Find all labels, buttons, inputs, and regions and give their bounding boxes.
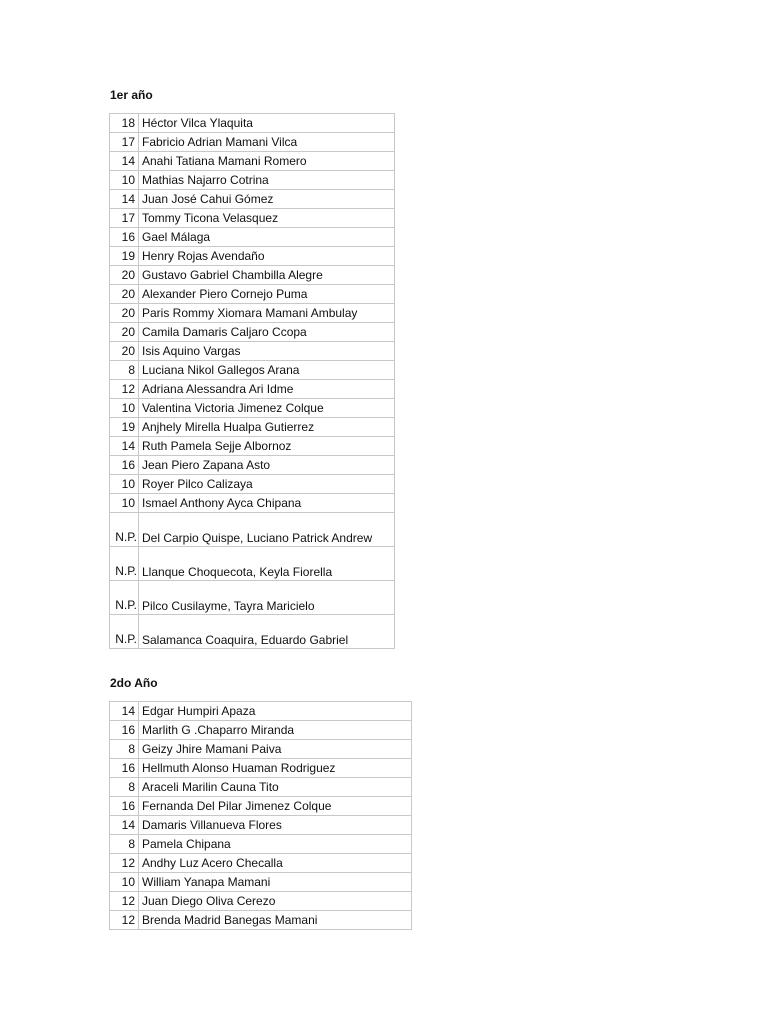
student-name-cell: Hellmuth Alonso Huaman Rodriguez <box>139 759 412 778</box>
student-name-cell: Fabricio Adrian Mamani Vilca <box>139 133 395 152</box>
student-name-cell: Marlith G .Chaparro Miranda <box>139 721 412 740</box>
grade-cell: 20 <box>110 342 139 361</box>
table-row <box>110 475 395 494</box>
student-name-cell: Juan Diego Oliva Cerezo <box>139 892 412 911</box>
student-name-cell: Jean Piero Zapana Asto <box>139 456 395 475</box>
table-row <box>110 399 395 418</box>
grade-cell: N.P. <box>110 581 139 615</box>
grade-cell: 16 <box>110 456 139 475</box>
student-name-cell: Llanque Choquecota, Keyla Fiorella <box>139 547 395 581</box>
grade-cell: 16 <box>110 721 139 740</box>
table-row <box>110 171 395 190</box>
grade-cell: 12 <box>110 380 139 399</box>
grade-cell: 20 <box>110 323 139 342</box>
student-name-cell: Ismael Anthony Ayca Chipana <box>139 494 395 513</box>
table-row <box>110 778 412 797</box>
table-row <box>110 854 412 873</box>
grade-cell: 10 <box>110 171 139 190</box>
student-name-cell: Anahi Tatiana Mamani Romero <box>139 152 395 171</box>
grade-cell: 19 <box>110 418 139 437</box>
grade-cell: 14 <box>110 816 139 835</box>
grade-cell: 8 <box>110 740 139 759</box>
grades-table-1er-ano <box>109 113 395 649</box>
table-row <box>110 835 412 854</box>
student-name-cell: Royer Pilco Calizaya <box>139 475 395 494</box>
table-row <box>110 911 412 930</box>
table-row <box>110 228 395 247</box>
student-name-cell: Araceli Marilin Cauna Tito <box>139 778 412 797</box>
table-row <box>110 152 395 171</box>
student-name-cell: Anjhely Mirella Hualpa Gutierrez <box>139 418 395 437</box>
grades-table-body <box>110 114 395 649</box>
grades-table-2do-ano <box>109 701 412 930</box>
grade-cell: 17 <box>110 209 139 228</box>
student-name-cell: Camila Damaris Caljaro Ccopa <box>139 323 395 342</box>
table-row <box>110 816 412 835</box>
student-name-cell: Salamanca Coaquira, Eduardo Gabriel <box>139 615 395 649</box>
student-name-cell: Edgar Humpiri Apaza <box>139 702 412 721</box>
grade-cell: 20 <box>110 304 139 323</box>
grade-cell: 17 <box>110 133 139 152</box>
table-row <box>110 247 395 266</box>
student-name-cell: Del Carpio Quispe, Luciano Patrick Andrew <box>139 513 395 547</box>
student-name-cell: Tommy Ticona Velasquez <box>139 209 395 228</box>
table-row <box>110 456 395 475</box>
grade-cell: 12 <box>110 892 139 911</box>
student-name-cell: William Yanapa Mamani <box>139 873 412 892</box>
table-row <box>110 361 395 380</box>
grade-cell: 8 <box>110 835 139 854</box>
table-row <box>110 721 412 740</box>
table-row <box>110 437 395 456</box>
student-name-cell: Valentina Victoria Jimenez Colque <box>139 399 395 418</box>
grade-cell: 12 <box>110 911 139 930</box>
grade-cell: 20 <box>110 285 139 304</box>
grade-cell: 10 <box>110 399 139 418</box>
grade-cell: 10 <box>110 873 139 892</box>
student-name-cell: Héctor Vilca Ylaquita <box>139 114 395 133</box>
grade-cell: 12 <box>110 854 139 873</box>
grade-cell: 14 <box>110 190 139 209</box>
grade-cell: 8 <box>110 778 139 797</box>
table-row <box>110 494 395 513</box>
section-title-2do-ano: 2do Año <box>110 676 158 690</box>
student-name-cell: Gustavo Gabriel Chambilla Alegre <box>139 266 395 285</box>
student-name-cell: Ruth Pamela Sejje Albornoz <box>139 437 395 456</box>
table-row <box>110 304 395 323</box>
table-row <box>110 380 395 399</box>
table-row <box>110 740 412 759</box>
table-row <box>110 266 395 285</box>
student-name-cell: Gael Málaga <box>139 228 395 247</box>
grade-cell: 16 <box>110 228 139 247</box>
grade-cell: N.P. <box>110 547 139 581</box>
table-row <box>110 285 395 304</box>
grade-cell: 18 <box>110 114 139 133</box>
table-row <box>110 418 395 437</box>
student-name-cell: Andhy Luz Acero Checalla <box>139 854 412 873</box>
student-name-cell: Brenda Madrid Banegas Mamani <box>139 911 412 930</box>
student-name-cell: Mathias Najarro Cotrina <box>139 171 395 190</box>
table-row <box>110 702 412 721</box>
grade-cell: N.P. <box>110 615 139 649</box>
student-name-cell: Adriana Alessandra Ari Idme <box>139 380 395 399</box>
student-name-cell: Pilco Cusilayme, Tayra Maricielo <box>139 581 395 615</box>
student-name-cell: Paris Rommy Xiomara Mamani Ambulay <box>139 304 395 323</box>
student-name-cell: Henry Rojas Avendaño <box>139 247 395 266</box>
table-row <box>110 547 395 581</box>
table-row <box>110 323 395 342</box>
student-name-cell: Luciana Nikol Gallegos Arana <box>139 361 395 380</box>
student-name-cell: Fernanda Del Pilar Jimenez Colque <box>139 797 412 816</box>
grade-cell: 10 <box>110 494 139 513</box>
student-name-cell: Isis Aquino Vargas <box>139 342 395 361</box>
student-name-cell: Juan José Cahui Gómez <box>139 190 395 209</box>
student-name-cell: Alexander Piero Cornejo Puma <box>139 285 395 304</box>
grade-cell: 19 <box>110 247 139 266</box>
table-row <box>110 797 412 816</box>
grade-cell: 10 <box>110 475 139 494</box>
table-row <box>110 190 395 209</box>
grade-cell: 14 <box>110 437 139 456</box>
section-title-1er-ano: 1er año <box>110 88 153 102</box>
table-row <box>110 615 395 649</box>
student-name-cell: Geizy Jhire Mamani Paiva <box>139 740 412 759</box>
grades-table-body <box>110 702 412 930</box>
grade-cell: 14 <box>110 152 139 171</box>
table-row <box>110 133 395 152</box>
table-row <box>110 114 395 133</box>
grade-cell: 14 <box>110 702 139 721</box>
table-row <box>110 759 412 778</box>
table-row <box>110 581 395 615</box>
grade-cell: 20 <box>110 266 139 285</box>
grade-cell: 8 <box>110 361 139 380</box>
grade-cell: 16 <box>110 759 139 778</box>
student-name-cell: Damaris Villanueva Flores <box>139 816 412 835</box>
table-row <box>110 513 395 547</box>
table-row <box>110 342 395 361</box>
table-row <box>110 873 412 892</box>
table-row <box>110 892 412 911</box>
table-row <box>110 209 395 228</box>
grade-cell: 16 <box>110 797 139 816</box>
grade-cell: N.P. <box>110 513 139 547</box>
student-name-cell: Pamela Chipana <box>139 835 412 854</box>
